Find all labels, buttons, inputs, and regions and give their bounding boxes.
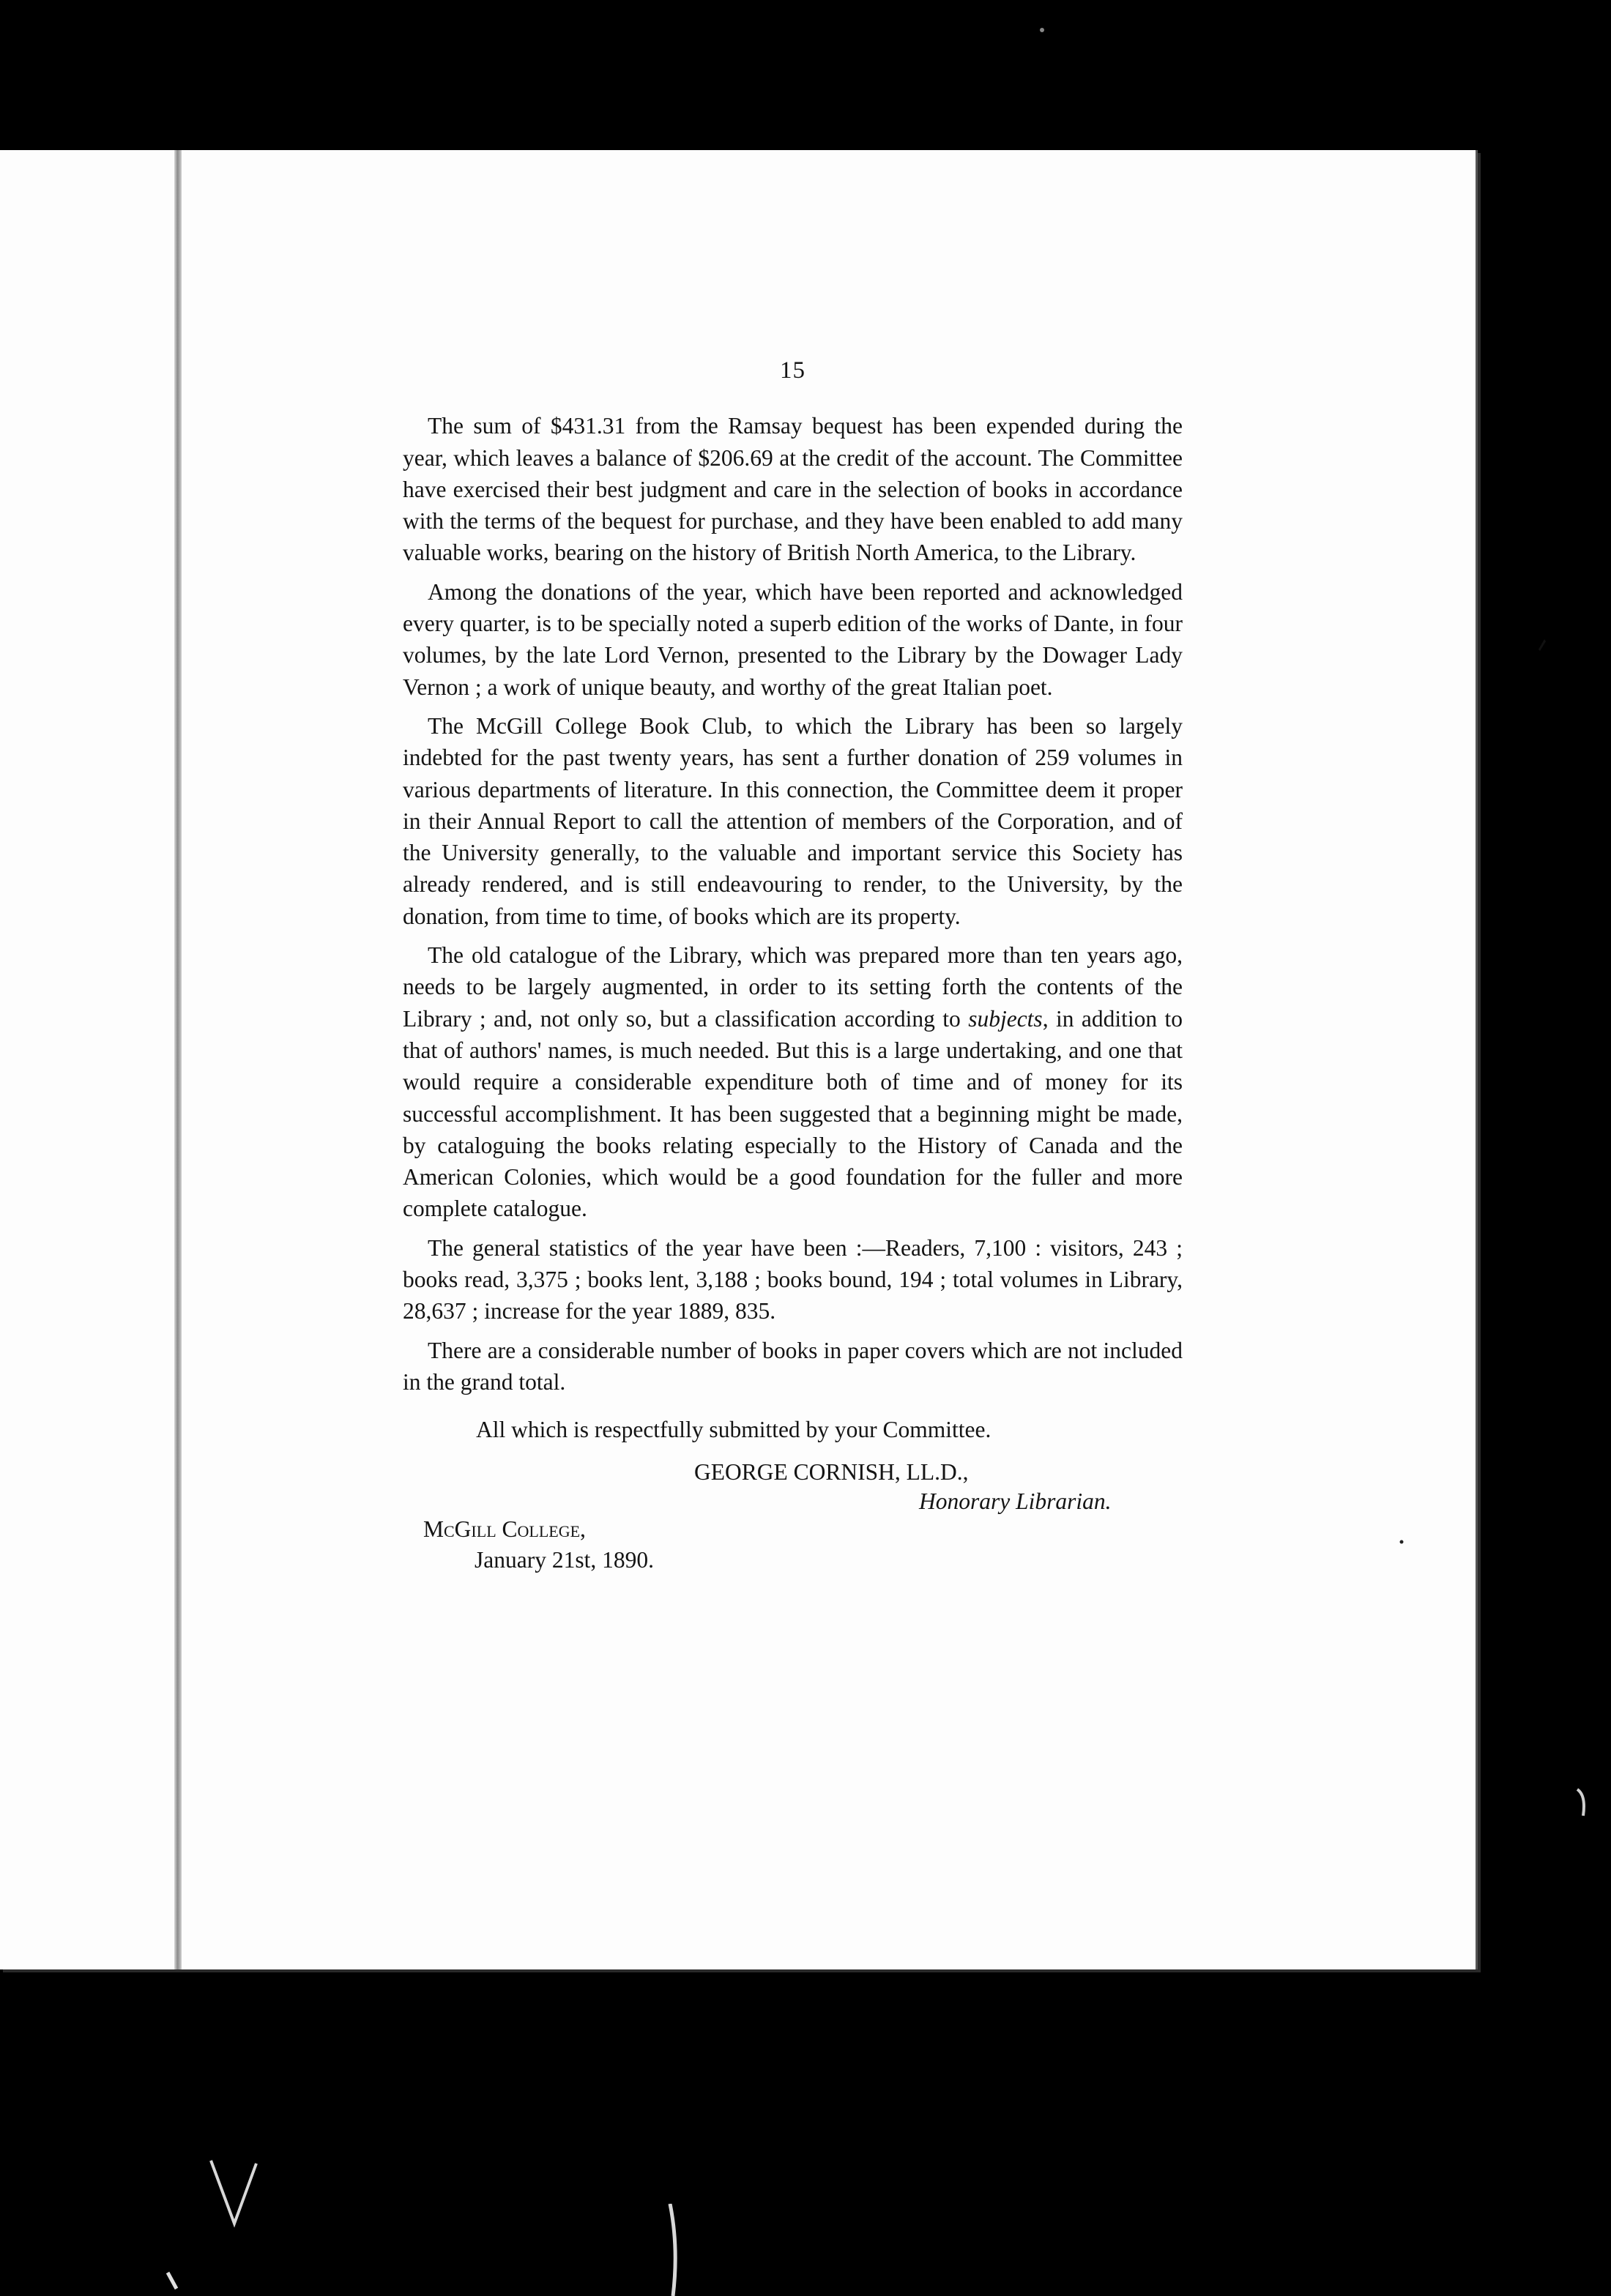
document-page [0, 150, 1478, 1969]
scan-speck [1536, 638, 1547, 652]
scan-speck [1399, 1539, 1404, 1545]
paragraph-statistics: The general statistics of the year have been :—Readers, 7,100 : visitors, 243 ; books read, 3,375 ; books lent, 3,188 ; books bound, 194 ; total volumes in Library, 28,637 ; increase for the year 1889, 835. [403, 1234, 1183, 1324]
paragraph-donations: Among the donations of the year, which have been reported and acknowledged every quarter, is to be specially noted a superb edition of the works of Dante, in four volumes, by the late Lord Vernon, presented to the Library by the Dowager Lady Vernon ; a work of unique beauty, and worthy of the great Italian poet. [403, 578, 1183, 700]
catalogue-text-start: The old catalogue of the Library, which was prepared more than ten years ago, needs to be largely augmented, in order to its setting forth the contents of the Library ; and, not only so, but a classification according to [403, 942, 1183, 1032]
date-line: January 21st, 1890. [475, 1546, 654, 1573]
paragraph-paper-covers: There are a considerable number of books in paper covers which are not included in the grand total. [403, 1337, 1183, 1395]
paragraph-ramsay-bequest: The sum of $431.31 from the Ramsay bequest has been expended during the year, which leaves a balance of $206.69 at the credit of the account. The Committee have exercised their best judgment and care in the selection of books in accordance with the terms of the bequest for purchase, and they have been enabled to add many valuable works, bearing on the history of British North America, to the Library. [403, 413, 1183, 566]
signatory-title: Honorary Librarian. [919, 1488, 1112, 1514]
signature-block [403, 1456, 1183, 1584]
scan-speck [663, 2204, 692, 2296]
catalogue-text-end: , in addition to that of authors' names, is much needed. But this is a large undertaking, and one that would require a considerable expenditure both of time and of money for its successful accomplishment. It has been suggested that a beginning might be made, by cataloguing the books relating especially to the History of Canada and the American Colonies, which would be a good foundation for the fuller and more complete catalogue. [403, 1005, 1183, 1222]
catalogue-emphasis: subjects [968, 1005, 1043, 1032]
paragraph-book-club: The McGill College Book Club, to which the Library has been so largely indebted for the past twenty years, has sent a further donation of 259 volumes in various departments of literature. In this connection, the Committee deem it proper in their Annual Report to call the attention of members of the Corporation, and of the University generally, to the valuable and important service this Society has already rendered, and is still endeavouring to render, to the University, by the donation, from time to time, of books which are its property. [403, 712, 1183, 929]
page-text-block [403, 355, 1183, 1584]
signatory-name: GEORGE CORNISH, LL.D., [694, 1458, 969, 1485]
scan-speck [1574, 1786, 1596, 1819]
scan-speck [205, 2156, 271, 2244]
place-line: McGill College, [423, 1516, 586, 1542]
scan-speck [165, 2270, 181, 2292]
page-number: 15 [780, 357, 806, 384]
paragraph-catalogue [403, 939, 1183, 1225]
binding-edge [174, 150, 182, 1969]
scan-speck [1038, 26, 1046, 34]
closing-line: All which is respectfully submitted by your Committee. [476, 1417, 991, 1443]
